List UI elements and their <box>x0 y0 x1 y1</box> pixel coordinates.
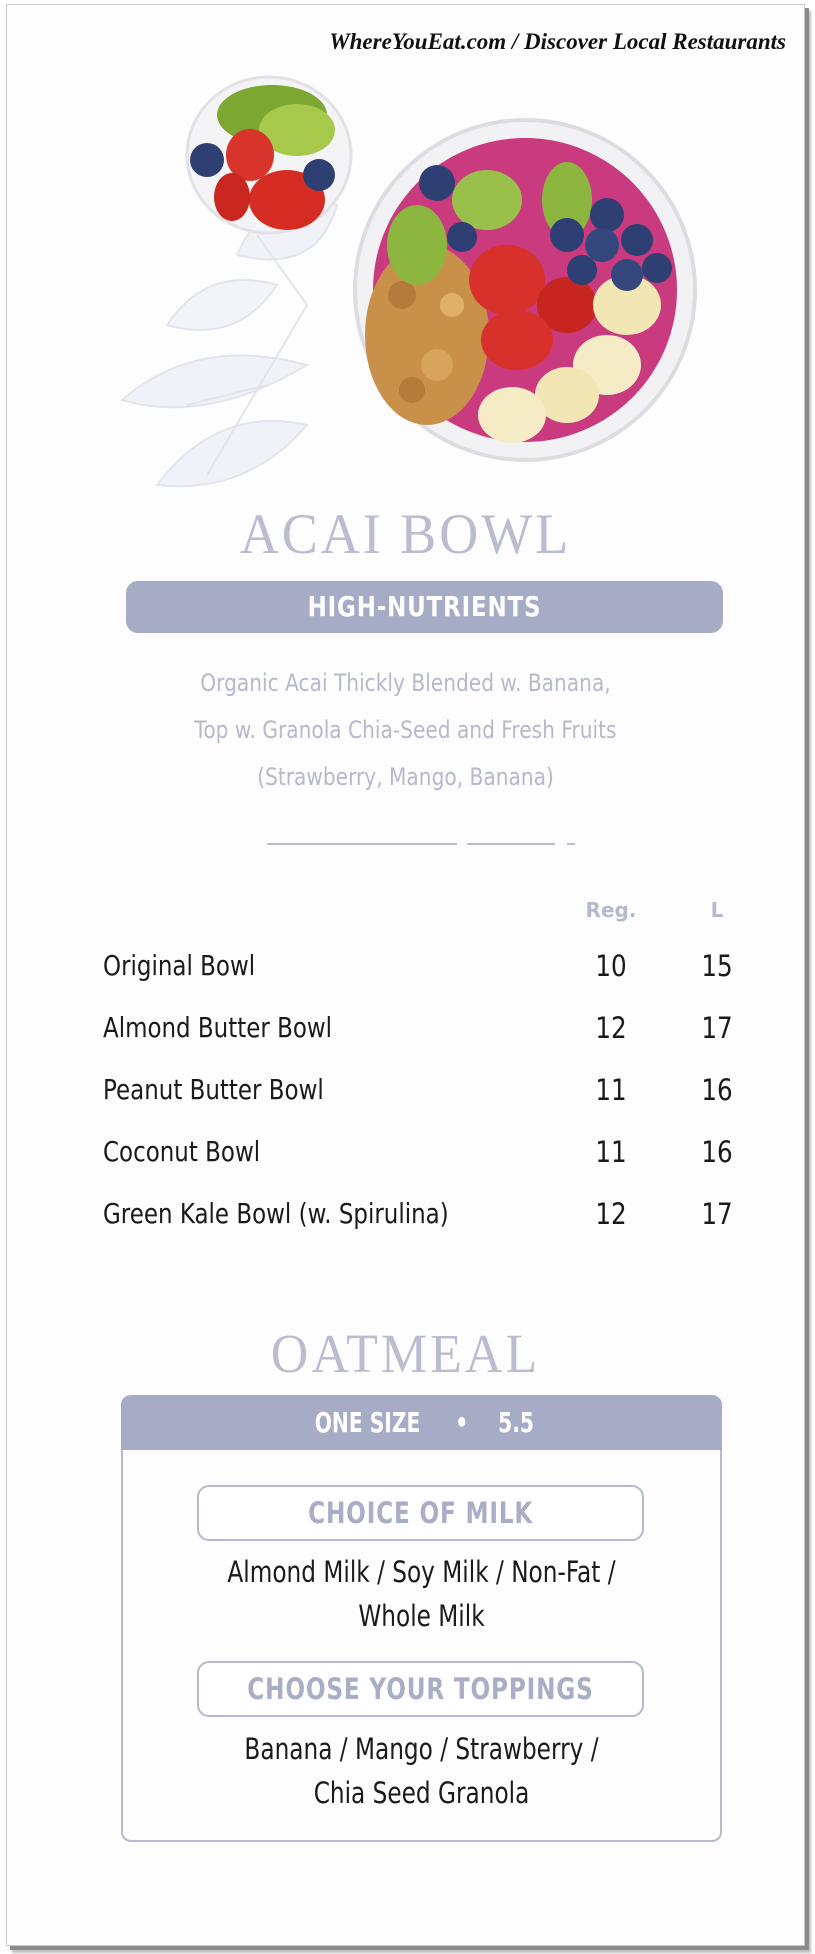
item-name: Almond Butter Bowl <box>103 1011 333 1044</box>
column-header-large: L <box>710 898 724 922</box>
choose-toppings-text: CHOOSE YOUR TOPPINGS <box>247 1672 594 1706</box>
divider <box>467 843 555 845</box>
divider <box>267 843 457 845</box>
milk-options <box>121 1550 722 1638</box>
item-price-regular: 11 <box>595 1073 627 1107</box>
acai-description <box>7 660 804 801</box>
item-price-large: 17 <box>701 1011 733 1045</box>
item-price-large: 17 <box>701 1197 733 1231</box>
size-label: ONE SIZE <box>315 1406 421 1439</box>
oatmeal-price: 5.5 <box>498 1406 534 1439</box>
leaf-sketch-decoration <box>122 201 337 487</box>
item-name: Green Kale Bowl (w. Spirulina) <box>103 1197 449 1230</box>
choice-of-milk-text: CHOICE OF MILK <box>307 1496 534 1530</box>
description-line: Organic Acai Thickly Blended w. Banana, <box>200 669 611 697</box>
menu-row-almond-butter-bowl <box>103 1011 743 1051</box>
site-header[interactable]: WhereYouEat.com / Discover Local Restaurants <box>329 29 786 54</box>
item-price-large: 15 <box>701 949 733 983</box>
menu-row-original-bowl <box>103 949 743 989</box>
description-line: (Strawberry, Mango, Banana) <box>257 763 554 791</box>
topping-options-line: Banana / Mango / Strawberry / <box>244 1732 599 1766</box>
bullet-separator: • <box>456 1406 469 1439</box>
oatmeal-size-header <box>121 1395 722 1450</box>
divider <box>567 843 575 845</box>
topping-options-line: Chia Seed Granola <box>313 1776 530 1810</box>
item-name: Peanut Butter Bowl <box>103 1073 324 1106</box>
milk-options-line: Whole Milk <box>358 1599 485 1633</box>
menu-row-peanut-butter-bowl <box>103 1073 743 1113</box>
column-header-regular: Reg. <box>585 898 637 922</box>
high-nutrients-badge <box>126 581 723 633</box>
item-price-large: 16 <box>701 1073 733 1107</box>
item-price-regular: 12 <box>595 1197 627 1231</box>
small-fruit-bowl <box>187 77 351 233</box>
choose-toppings-label <box>197 1661 644 1717</box>
description-line: Top w. Granola Chia-Seed and Fresh Fruits <box>194 716 617 744</box>
oatmeal-title: OATMEAL <box>270 1324 541 1385</box>
acai-bowl-photo <box>7 5 804 525</box>
menu-page <box>6 4 805 1946</box>
item-price-regular: 11 <box>595 1135 627 1169</box>
item-price-regular: 10 <box>595 949 627 983</box>
milk-options-line: Almond Milk / Soy Milk / Non-Fat / <box>227 1555 616 1589</box>
menu-row-green-kale-bowl <box>103 1197 743 1237</box>
item-name: Coconut Bowl <box>103 1135 261 1168</box>
acai-bowl-title: ACAI BOWL <box>239 502 572 566</box>
item-name: Original Bowl <box>103 949 256 982</box>
menu-row-coconut-bowl <box>103 1135 743 1175</box>
topping-options <box>121 1727 722 1815</box>
choice-of-milk-label <box>197 1485 644 1541</box>
item-price-regular: 12 <box>595 1011 627 1045</box>
large-acai-bowl <box>355 120 695 460</box>
item-price-large: 16 <box>701 1135 733 1169</box>
high-nutrients-label: HIGH-NUTRIENTS <box>307 590 542 623</box>
